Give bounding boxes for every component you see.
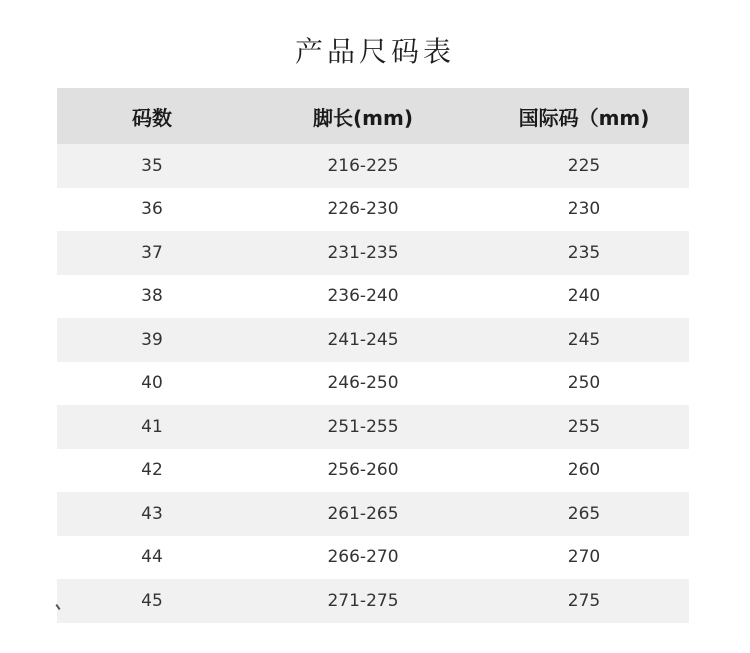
cell-international-size: 270 — [567, 547, 601, 568]
cell-international-size: 260 — [567, 460, 601, 481]
cell-size: 39 — [141, 329, 163, 350]
cell-foot-length: 231-235 — [327, 242, 399, 263]
cell-international-size: 265 — [567, 503, 601, 524]
cell-size: 44 — [141, 547, 163, 568]
cell-international-size: 245 — [567, 329, 601, 350]
cell-international-size: 255 — [567, 416, 601, 437]
table-body — [57, 144, 689, 623]
table-header-row — [57, 88, 689, 144]
table-row — [57, 405, 689, 449]
cell-foot-length: 261-265 — [327, 503, 399, 524]
cell-international-size: 240 — [567, 286, 601, 307]
cell-foot-length: 251-255 — [327, 416, 399, 437]
table-row — [57, 449, 689, 493]
cell-foot-length: 226-230 — [327, 199, 399, 220]
cell-foot-length: 266-270 — [327, 547, 399, 568]
cell-foot-length: 241-245 — [327, 329, 399, 350]
cell-size: 40 — [141, 373, 163, 394]
cell-foot-length: 271-275 — [327, 590, 399, 611]
table-row — [57, 275, 689, 319]
cell-foot-length: 256-260 — [327, 460, 399, 481]
cell-size: 42 — [141, 460, 163, 481]
table-row — [57, 318, 689, 362]
cell-size: 36 — [141, 199, 163, 220]
cell-foot-length: 216-225 — [327, 155, 399, 176]
cell-international-size: 275 — [567, 590, 601, 611]
cell-international-size: 250 — [567, 373, 601, 394]
table-row — [57, 492, 689, 536]
cell-size: 37 — [141, 242, 163, 263]
cell-foot-length: 236-240 — [327, 286, 399, 307]
header-international-size: 国际码（mm) — [518, 105, 650, 130]
table-row — [57, 188, 689, 232]
table-row — [57, 144, 689, 188]
table-row — [57, 362, 689, 406]
cell-size: 35 — [141, 155, 163, 176]
page-title: 产品尺码表 — [294, 35, 455, 68]
cell-size: 41 — [141, 416, 163, 437]
header-size: 码数 — [132, 105, 172, 130]
cell-size: 43 — [141, 503, 163, 524]
cell-international-size: 235 — [567, 242, 601, 263]
table-row — [57, 231, 689, 275]
cell-size: 45 — [141, 590, 163, 611]
table-row — [57, 536, 689, 580]
header-foot-length: 脚长(mm) — [313, 105, 413, 130]
cell-international-size: 230 — [567, 199, 601, 220]
table-row — [57, 579, 689, 623]
cell-foot-length: 246-250 — [327, 373, 399, 394]
cell-international-size: 225 — [567, 155, 601, 176]
size-table — [57, 88, 689, 623]
cell-size: 38 — [141, 286, 163, 307]
